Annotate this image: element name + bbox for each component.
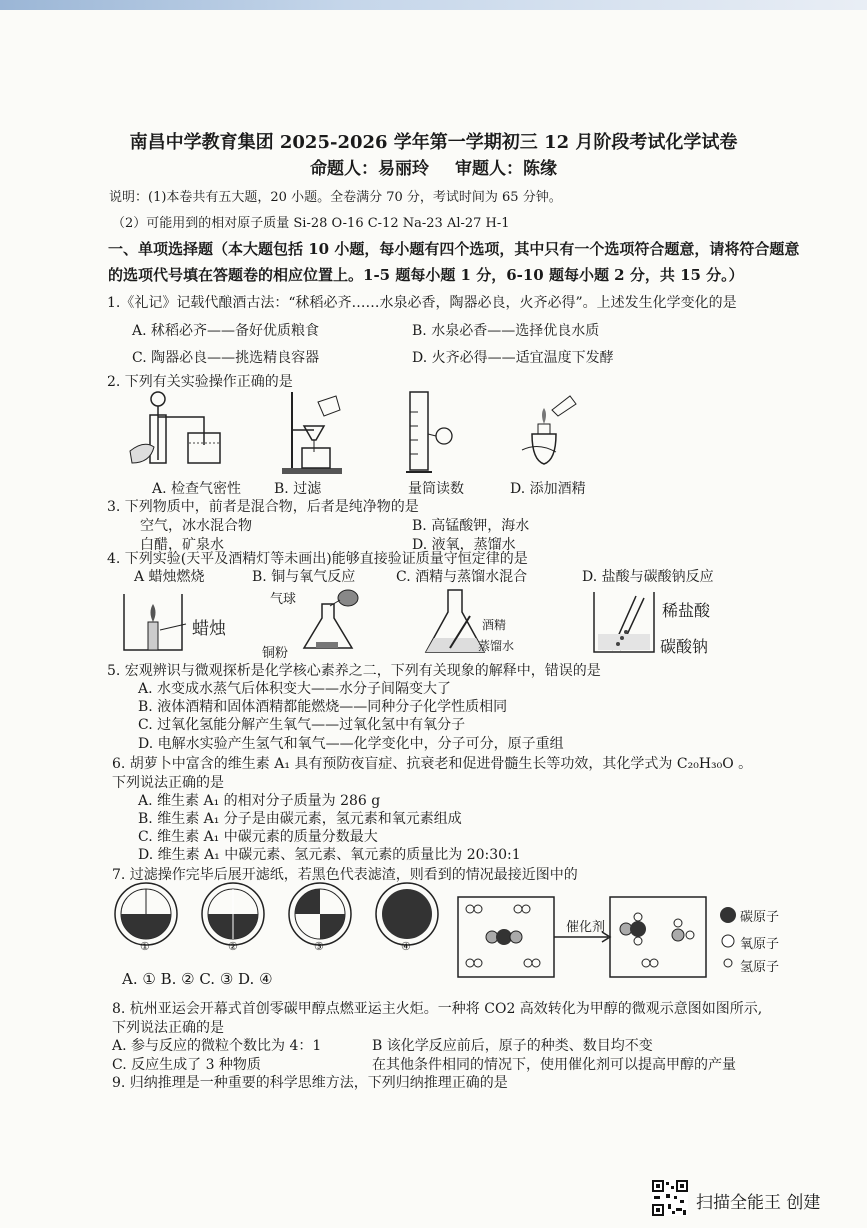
q7-stem: 7. 过滤操作完毕后展开滤纸，若黑色代表滤渣，则看到的情况最接近图中的: [112, 867, 578, 883]
scan-top-band: [0, 0, 867, 10]
q8-option-a: A. 参与反应的微粒个数比为 4：1: [112, 1038, 322, 1054]
q6-option-d: D. 维生素 A₁ 中碳元素、氢元素、氧元素的质量比为 20:30:1: [138, 847, 521, 863]
q8-option-c: C. 反应生成了 3 种物质: [112, 1057, 261, 1073]
q4-label-alcohol: 酒精: [482, 618, 507, 632]
q3-stem: 3. 下列物质中，前者是混合物，后者是纯净物的是: [107, 499, 419, 515]
exam-title: 南昌中学教育集团 2025-2026 学年第一学期初三 12 月阶段考试化学试卷: [129, 132, 738, 153]
q1-option-d: D. 火齐必得——适宜温度下发酵: [412, 350, 614, 366]
reviewer: 审题人：陈缘: [455, 159, 557, 179]
q8-legend-carbon: 碳原子: [740, 910, 780, 925]
q2-figure-alcohol-lamp: [518, 390, 578, 472]
q2-stem: 2. 下列有关实验操作正确的是: [107, 374, 293, 390]
watermark-text: 扫描全能王 创建: [696, 1193, 821, 1213]
qr-code-icon: [652, 1180, 688, 1216]
q1-option-b: B. 水泉必香——选择优良水质: [412, 323, 600, 339]
q4-figure-candle: [122, 592, 192, 654]
q3-option-a: 空气，冰水混合物: [140, 518, 252, 534]
q4-label-balloon: 气球: [270, 592, 297, 607]
q4-option-a: A 蜡烛燃烧: [134, 569, 205, 585]
q5-option-c: C. 过氧化氢能分解产生氧气——过氧化氢中有氧分子: [138, 717, 466, 733]
section-1-title-line-2: 的选项代号填在答题卷的相应位置上。1-5 题每小题 1 分，6-10 题每小题 2 分，共 15 分。）: [108, 266, 744, 284]
q8-option-d: 在其他条件相同的情况下，使用催化剂可以提高甲醇的产量: [372, 1057, 736, 1073]
q2-option-c: 量筒读数: [408, 481, 464, 497]
q6-stem: 6. 胡萝卜中富含的维生素 A₁ 具有预防夜盲症、抗衰老和促进骨髓生长等功效，其化学式为 C₂₀H₃₀O 。: [112, 756, 753, 772]
q7-figure-4: [376, 883, 438, 945]
q4-option-d: D. 盐酸与碳酸钠反应: [582, 569, 714, 585]
q1-option-c: C. 陶器必良——挑选精良容器: [132, 350, 320, 366]
q2-figure-airtightness: [126, 385, 236, 475]
q2-figure-filtration: [278, 392, 348, 477]
note-1: 说明：(1)本卷共有五大题，20 小题。全卷满分 70 分，考试时间为 65 分钟。: [109, 190, 562, 205]
q7-figure-3: [289, 883, 351, 945]
q3-option-d: D. 液氧，蒸馏水: [412, 537, 516, 553]
q4-label-water: 蒸馏水: [478, 639, 515, 653]
q4-label-candle: 蜡烛: [192, 619, 226, 639]
q8-catalyst-label: 催化剂: [566, 920, 606, 935]
q4-label-na2co3: 碳酸钠: [660, 637, 709, 656]
setter: 命题人：易丽玲: [310, 159, 429, 179]
q7-options: A. ① B. ② C. ③ D. ④: [122, 970, 273, 988]
q2-option-a: A. 检查气密性: [152, 481, 242, 497]
q5-option-b: B. 液体酒精和固体酒精都能燃烧——同种分子化学性质相同: [138, 699, 508, 715]
q8-option-b: B 该化学反应前后，原子的种类、数目均不变: [372, 1038, 653, 1054]
q6-option-b: B. 维生素 A₁ 分子是由碳元素，氢元素和氧元素组成: [138, 811, 462, 827]
q8-stem: 8. 杭州亚运会开幕式首创零碳甲醇点燃亚运主火炬。一种将 CO2 高效转化为甲醇的微观示意图如图所示,: [112, 1001, 763, 1017]
q4-label-copper: 铜粉: [262, 646, 289, 661]
q3-option-b: B. 高锰酸钾，海水: [412, 518, 530, 534]
q8-legend-hydrogen: 氢原子: [740, 960, 780, 975]
q5-option-d: D. 电解水实验产生氢气和氧气——化学变化中，分子可分，原子重组: [138, 736, 564, 752]
q2-option-b: B. 过滤: [274, 481, 322, 497]
q7-fig-label-3: ③: [314, 940, 324, 953]
q3-option-c: 白醋，矿泉水: [140, 537, 224, 553]
note-2: （2）可能用到的相对原子质量 Si-28 O-16 C-12 Na-23 Al-27 H-1: [112, 216, 510, 231]
q8-stem-2: 下列说法正确的是: [112, 1020, 224, 1036]
q9-stem: 9. 归纳推理是一种重要的科学思维方法，下列归纳推理正确的是: [112, 1075, 508, 1091]
exam-authors: [0, 154, 867, 179]
q4-stem: 4. 下列实验(天平及酒精灯等未画出)能够直接验证质量守恒定律的是: [107, 551, 528, 567]
q1-stem: 1.《礼记》记载代酿酒古法：“秫稻必齐……水泉必香，陶器必良，火齐必得”。上述发生化学变化的是: [107, 295, 737, 311]
scanner-watermark: [652, 1180, 862, 1218]
q5-stem: 5. 宏观辨识与微观探析是化学核心素养之二，下列有关现象的解释中，错误的是: [107, 663, 601, 679]
q6-option-c: C. 维生素 A₁ 中碳元素的质量分数最大: [138, 829, 378, 845]
q2-figure-cylinder: [406, 392, 466, 477]
q6-stem-2: 下列说法正确的是: [112, 775, 224, 791]
q7-fig-label-1: ①: [140, 940, 150, 953]
q7-figure-1: [115, 883, 177, 945]
q8-legend-oxygen: 氧原子: [740, 937, 780, 952]
q7-figure-2: [202, 883, 264, 945]
q7-fig-label-4: ④: [401, 940, 411, 953]
q4-label-hcl: 稀盐酸: [662, 601, 711, 620]
q2-option-d: D. 添加酒精: [510, 481, 586, 497]
q4-option-b: B. 铜与氧气反应: [252, 569, 356, 585]
q6-option-a: A. 维生素 A₁ 的相对分子质量为 286 g: [138, 793, 381, 809]
q4-figure-copper-flask: [296, 586, 376, 656]
section-1-title-line-1: 一、单项选择题（本大题包括 10 小题，每小题有四个选项，其中只有一个选项符合题意，请将符合题意: [108, 240, 800, 258]
q4-figure-hcl-carbonate: [592, 590, 662, 656]
q7-fig-label-2: ②: [228, 940, 238, 953]
q1-option-a: A. 秫稻必齐——备好优质粮食: [132, 323, 320, 339]
q4-option-c: C. 酒精与蒸馏水混合: [396, 569, 528, 585]
q5-option-a: A. 水变成水蒸气后体积变大——水分子间隔变大了: [138, 681, 452, 697]
